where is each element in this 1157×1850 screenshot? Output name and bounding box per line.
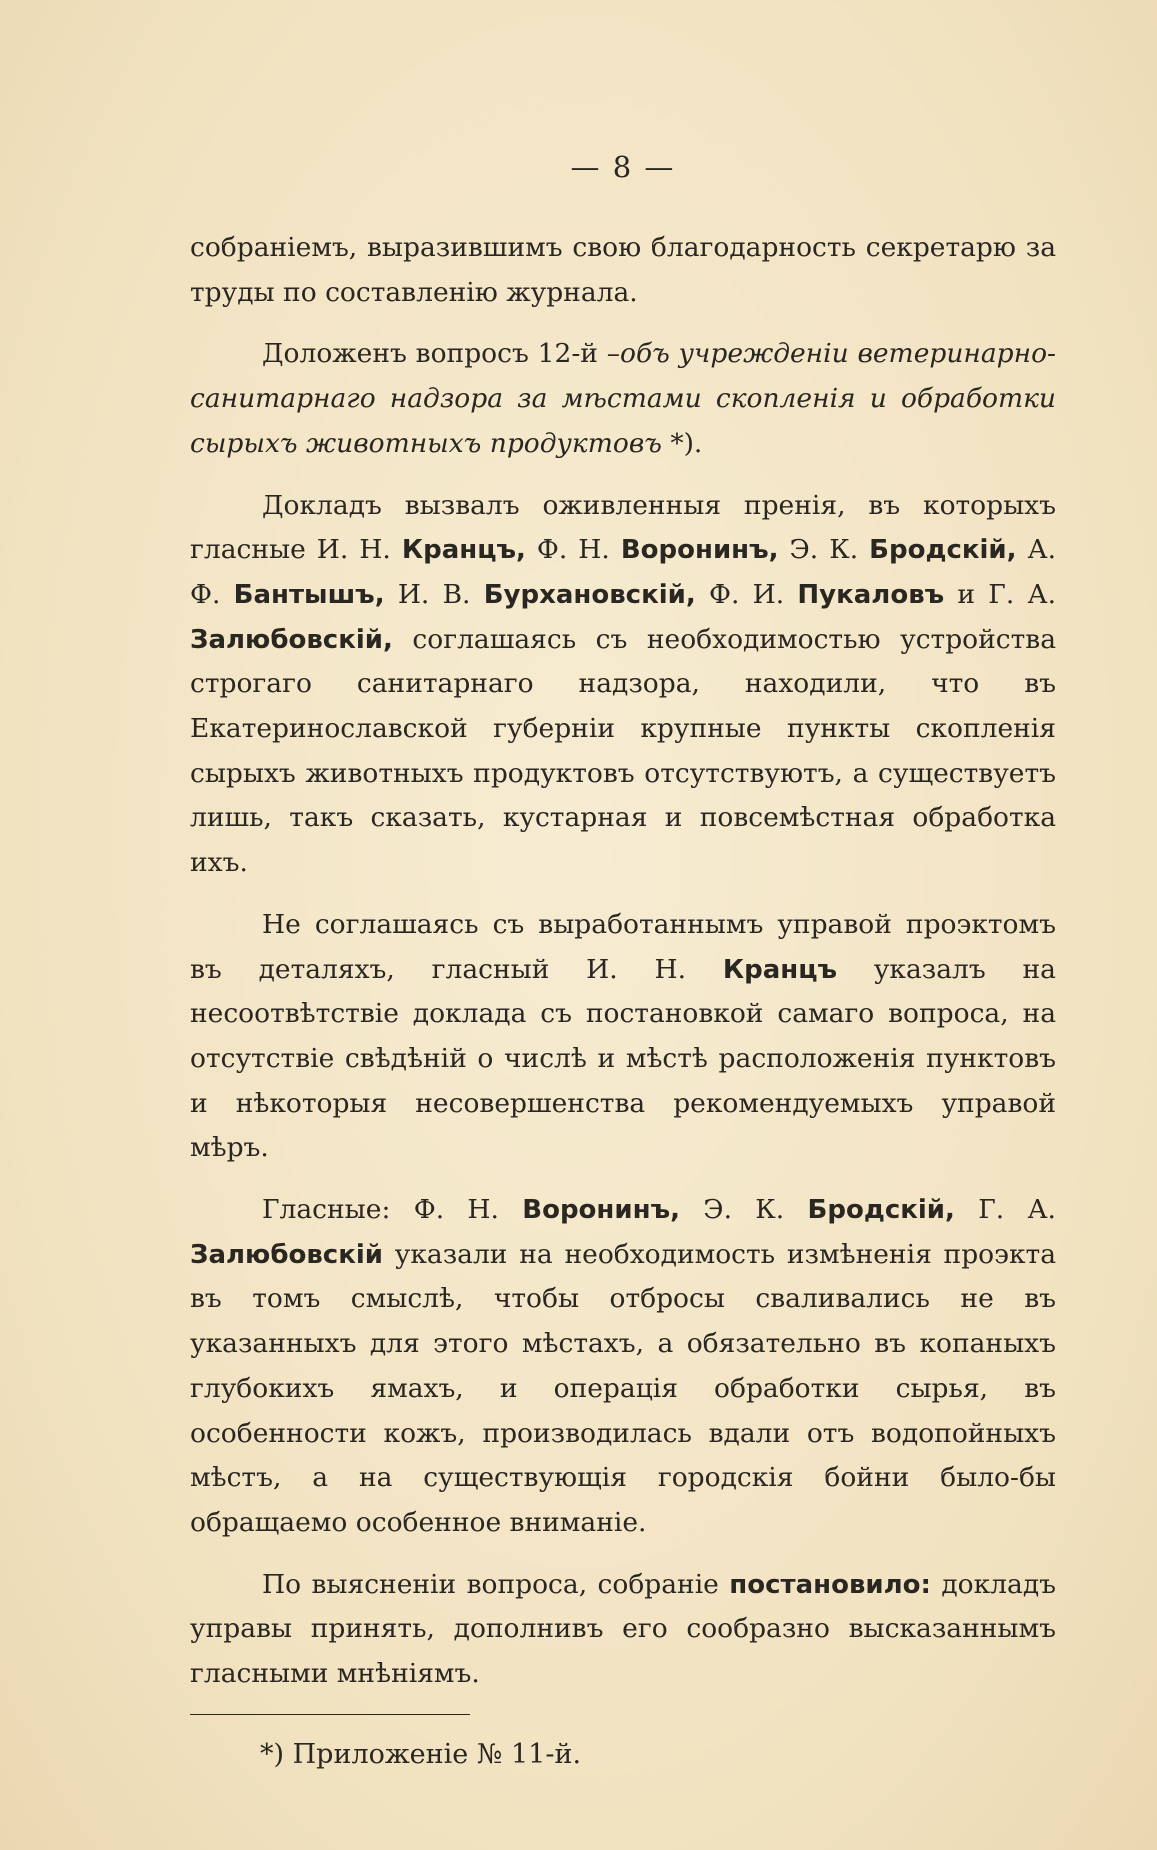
text: Гласные: Ф. Н. [262, 1194, 523, 1226]
text: И. В. [384, 578, 484, 610]
paragraph-2 [190, 332, 1056, 466]
text: Ф. Н. [525, 534, 621, 566]
paragraph-1: собраніемъ, выразившимъ свою благодарность секретарю за труды по составленію журнала. [190, 232, 1056, 308]
name: Бантышъ, [233, 579, 385, 610]
footnote-ref: *). [661, 427, 703, 459]
resolution-keyword: постановило: [729, 1569, 931, 1600]
name: Бродскій, [869, 535, 1017, 566]
document-page [190, 150, 1056, 1777]
name: Бурхановскій, [483, 579, 696, 610]
footnote-divider [190, 1714, 470, 1715]
text: Э. К. [679, 1194, 808, 1226]
paragraph-5 [190, 1188, 1056, 1546]
name: Воронинъ, [620, 535, 779, 566]
text: Докладъ вызвалъ оживленныя пренія, въ которыхъ гласные И. Н. [190, 489, 1056, 566]
text: Ф. И. [695, 578, 798, 610]
paragraph-6 [190, 1563, 1056, 1697]
text: и Г. А. [944, 578, 1056, 610]
paragraph-3 [190, 484, 1056, 886]
text: Доложенъ вопросъ 12-й – [262, 338, 620, 370]
footnote: *) Приложеніе № 11-й. [260, 1738, 582, 1770]
text: Э. К. [778, 534, 870, 566]
name: Залюбовскій [190, 1239, 383, 1270]
text: Г. А. [954, 1194, 1056, 1226]
text: указалъ на несоотвѣтствіе доклада съ постановкой самаго вопроса, на отсутствіе свѣдѣній о числѣ и мѣстѣ расположенія пунктовъ и нѣкоторыя несовершенства рекомендуемыхъ управой мѣръ. [190, 953, 1056, 1164]
name: Пукаловъ [797, 579, 945, 610]
name: Воронинъ, [522, 1195, 680, 1226]
name: Кранцъ [722, 954, 838, 985]
text: соглашаясь съ необходимостью устройства строгаго санитарнаго надзора, находили, что въ Екатеринославской губерніи крупные пункты скопленія сырыхъ животныхъ продуктовъ отсутствуютъ, а существуетъ лишь, такъ сказать, кустарная и повсемѣстная обработка ихъ. [190, 623, 1056, 879]
name: Залюбовскій, [190, 624, 393, 655]
text: Не соглашаясь съ выработаннымъ управой проэктомъ въ деталяхъ, гласный И. Н. [190, 908, 1056, 985]
name: Бродскій, [807, 1195, 955, 1226]
name: Кранцъ, [401, 535, 526, 566]
agenda-item-title: объ учрежденіи ветеринарно-санитарнаго надзора за мѣстами скопленія и обработки сырыхъ животныхъ продуктовъ [190, 338, 1056, 459]
paragraph-4 [190, 903, 1056, 1171]
page-number: — 8 — [570, 150, 676, 184]
text: докладъ управы принять, дополнивъ его сообразно высказаннымъ гласными мнѣніямъ. [190, 1568, 1056, 1690]
text: указали на необходимость измѣненія проэкта въ томъ смыслѣ, чтобы отбросы сваливались не въ указанныхъ для этого мѣстахъ, а обязательно въ копаныхъ глубокихъ ямахъ, и операція обработки сырья, въ особенности кожъ, производилась вдали отъ водопойныхъ мѣстъ, а на существующія городскія бойни было-бы обращаемо особенное вниманіе. [190, 1238, 1056, 1538]
text: По выясненіи вопроса, собраніе [262, 1568, 730, 1600]
text: А. Ф. [190, 534, 1056, 610]
